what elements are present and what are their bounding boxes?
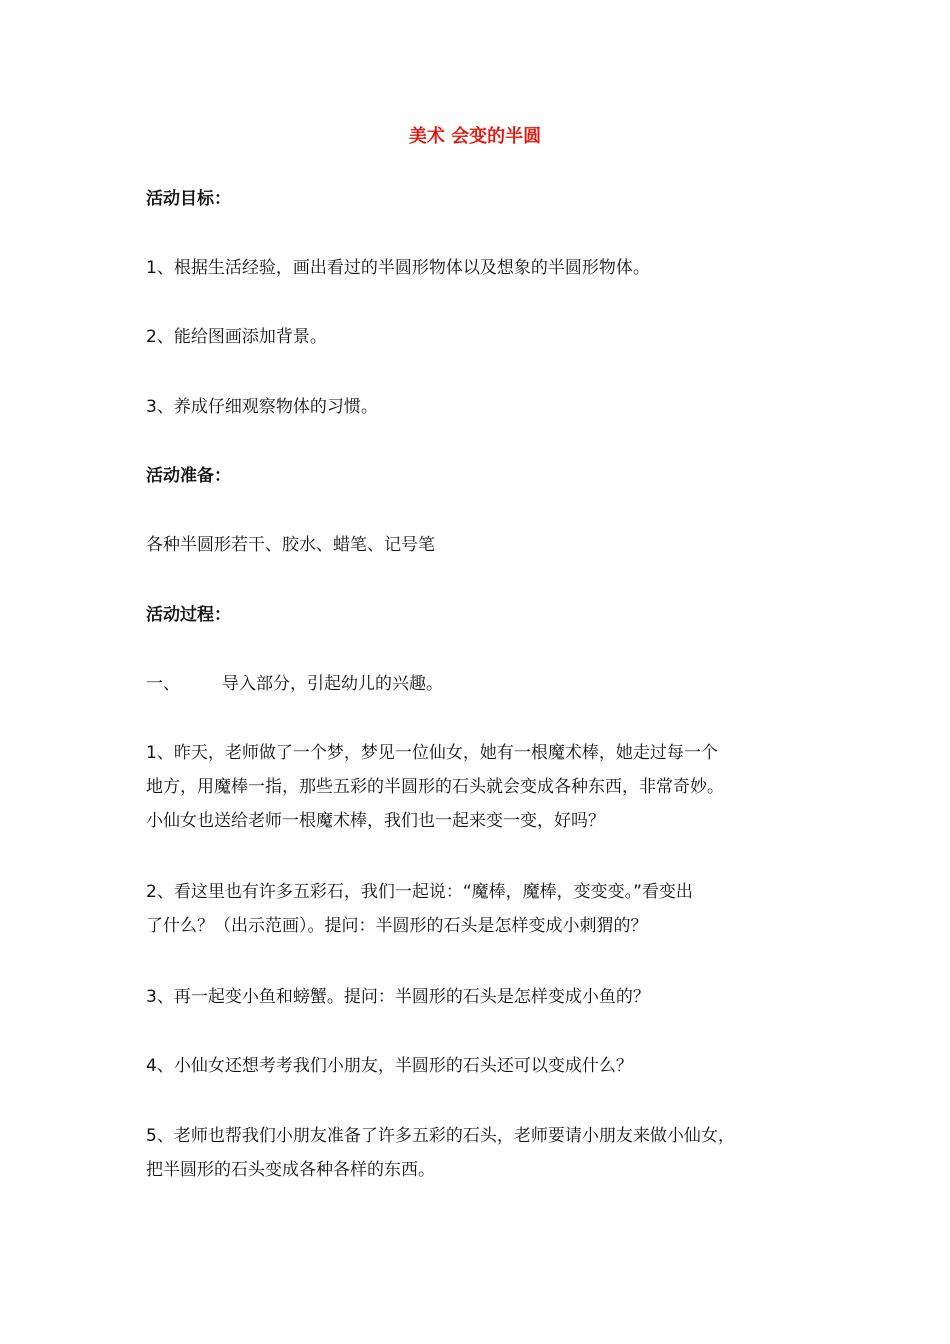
step-2 (146, 875, 811, 943)
step-1-line-2: 地方，用魔棒一指，那些五彩的半圆形的石头就会变成各种东西，非常奇妙。 (146, 777, 724, 797)
goal-item-2: 2、能给图画添加背景。 (146, 327, 327, 347)
step-3-line-1: 3、再一起变小鱼和螃蟹。提问：半圆形的石头是怎样变成小鱼的？ (146, 987, 650, 1007)
goals-heading: 活动目标： (146, 189, 231, 209)
goal-item-3: 3、养成仔细观察物体的习惯。 (146, 397, 378, 417)
step-3 (146, 980, 650, 1014)
section-1-heading (146, 667, 443, 701)
step-4-line-1: 4、小仙女还想考考我们小朋友，半圆形的石头还可以变成什么？ (146, 1056, 633, 1076)
prep-heading: 活动准备： (146, 466, 231, 486)
prep-text: 各种半圆形若干、胶水、蜡笔、记号笔 (146, 535, 435, 555)
section-1-title: 导入部分，引起幼儿的兴趣。 (222, 674, 443, 694)
goal-item-1: 1、根据生活经验，画出看过的半圆形物体以及想象的半圆形物体。 (146, 258, 650, 278)
process-heading: 活动过程： (146, 605, 231, 625)
step-4 (146, 1049, 633, 1083)
section-1-number: 一、 (146, 674, 180, 694)
document-title: 美术 会变的半圆 (408, 126, 542, 147)
step-5-line-2: 把半圆形的石头变成各种各样的东西。 (146, 1160, 435, 1180)
step-1-line-3: 小仙女也送给老师一根魔术棒，我们也一起来变一变，好吗？ (146, 811, 605, 831)
step-2-line-1: 2、看这里也有许多五彩石，我们一起说：“魔棒，魔棒，变变变。”看变出 (146, 882, 693, 902)
step-5-line-1: 5、老师也帮我们小朋友准备了许多五彩的石头，老师要请小朋友来做小仙女， (146, 1126, 735, 1146)
step-1 (146, 736, 811, 838)
step-5 (146, 1119, 811, 1187)
step-1-line-1: 1、昨天，老师做了一个梦，梦见一位仙女，她有一根魔术棒，她走过每一个 (146, 743, 718, 763)
step-2-line-2: 了什么？（出示范画）。提问：半圆形的石头是怎样变成小刺猬的？ (146, 916, 648, 936)
